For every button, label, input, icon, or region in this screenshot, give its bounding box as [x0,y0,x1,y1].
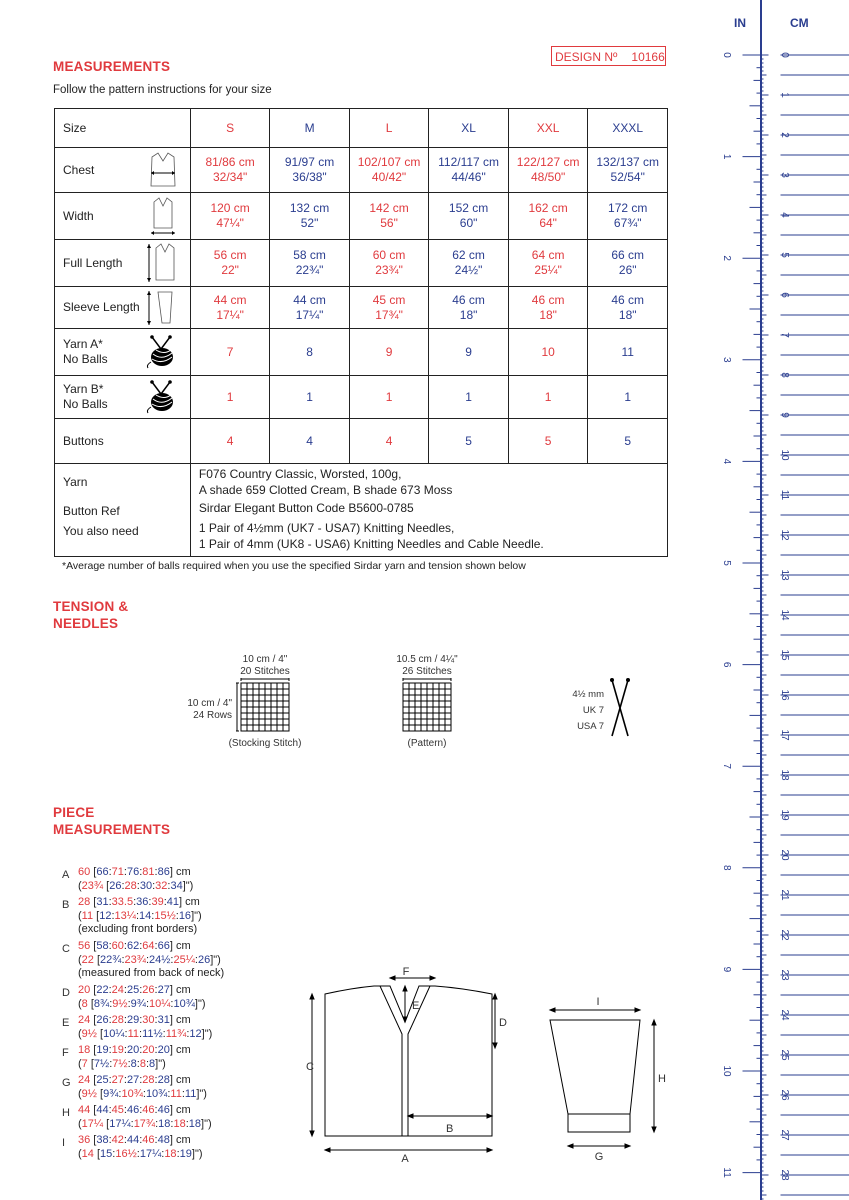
length-icon [146,242,178,284]
diagram-label-a: A [401,1153,409,1164]
ruler-cm-number: 15 [779,649,790,661]
size-xxl: XXL [508,109,588,148]
table-row-buttons [55,419,668,464]
cell: 4 [270,419,349,464]
cell: 152 cm 60" [429,193,509,240]
piece-letter: G [62,1077,71,1089]
cell: 46 cm 18" [588,287,668,329]
needle-size-labels: 4½ mm UK 7 USA 7 [572,689,604,732]
yarn-ball-icon [144,335,178,369]
ruler-inch-number: 0 [721,52,732,58]
yarn-line-2: A shade 659 Clotted Cream, B shade 673 Moss [198,483,453,497]
ruler-inch-number: 3 [721,357,732,363]
cell: 1 [508,376,588,419]
row-label-yarn-a [55,329,191,376]
ruler-cm-number: 25 [779,1049,790,1061]
diagram-label-c: C [306,1061,314,1073]
table-row-chest [55,148,668,193]
yarn-ball-icon [144,380,178,414]
measurements-title: MEASUREMENTS [53,59,171,74]
swatch1-caption: (Stocking Stitch) [228,738,302,749]
ruler [700,0,849,1200]
cell: 62 cm 24½" [429,240,509,287]
piece-letter: B [62,899,70,911]
ruler-cm-number: 5 [779,252,790,258]
table-info-row [55,464,668,557]
yarn-a-label: Yarn A* [63,337,103,351]
yarn-b-balls-label: No Balls [63,397,108,411]
cell: 46 cm 18" [429,287,509,329]
cell: 120 cm 47¼" [190,193,269,240]
cell: 142 cm 56" [349,193,429,240]
chest-icon [148,151,178,189]
cell: 58 cm 22¾" [270,240,349,287]
size-l: L [349,109,429,148]
ruler-cm-number: 19 [779,809,790,821]
cell: 56 cm 22" [190,240,269,287]
cell: 102/107 cm 40/42" [349,148,429,193]
need-line-2: 1 Pair of 4mm (UK8 - USA6) Knitting Needles and Cable Needle. [198,537,544,551]
ruler-cm-number: 2 [779,132,790,138]
cell: 4 [349,419,429,464]
ruler-cm-number: 22 [779,929,790,941]
piece-title-line-1: PIECE [53,805,95,820]
knitting-needles-icon [608,676,632,738]
cell: 44 cm 17¼" [270,287,349,329]
ruler-inch-number: 5 [721,560,732,566]
ruler-in-label: IN [734,16,746,30]
cell: 112/117 cm 44/46" [429,148,509,193]
diagram-label-g: G [594,1151,604,1163]
piece-measurement-text: 44 [44:45:46:46:46] cm (17¼ [17¼:17¾:18:18:18]") [78,1104,212,1130]
piece-letter: A [62,869,70,881]
cell: 132/137 cm 52/54" [588,148,668,193]
cardigan-diagram [302,964,522,1164]
sleeve-icon [146,289,178,327]
cell: 1 [349,376,429,419]
cell: 11 [588,329,668,376]
size-s: S [190,109,269,148]
cell: 9 [349,329,429,376]
row-label-sleeve-length [55,287,191,329]
piece-measurement-text: 56 [58:60:62:64:66] cm (22 [22¾:23¾:24½:25¼:26]") (measured from back of neck) [78,940,225,979]
yarn-note: *Average number of balls required when you use the specified Sirdar yarn and tension shown below [62,560,526,572]
cell: 9 [429,329,509,376]
tension-title [53,598,128,632]
table-row-width [55,193,668,240]
row-label-chest [55,148,191,193]
cell: 1 [588,376,668,419]
cell: 60 cm 23¾" [349,240,429,287]
cell: 66 cm 26" [588,240,668,287]
also-need-label: You also need [63,524,139,538]
cell: 1 [270,376,349,419]
cell: 46 cm 18" [508,287,588,329]
row-label-yarn-b [55,376,191,419]
diagram-label-d: D [499,1017,507,1029]
yarn-line-1: F076 Country Classic, Worsted, 100g, [198,467,402,481]
piece-measurement-text: 18 [19:19:20:20:20] cm (7 [7½:7½:8:8:8]") [78,1044,191,1070]
design-label: DESIGN Nº [555,50,618,64]
ruler-inch-number: 11 [721,1167,732,1178]
piece-measurement-text: 60 [66:71:76:81:86] cm (23¾ [26:28:30:32:34]") [78,866,194,892]
cell: 44 cm 17¼" [190,287,269,329]
swatch1-top-label: 10 cm / 4" 20 Stitches [240,654,290,677]
ruler-cm-number: 1 [779,92,790,98]
table-header-row [55,109,668,148]
ruler-inch-number: 4 [721,458,732,465]
cell: 8 [270,329,349,376]
ruler-inch-number: 6 [721,661,732,668]
ruler-cm-number: 18 [779,769,790,781]
buttons-label: Buttons [55,419,191,464]
button-ref-value: Sirdar Elegant Button Code B5600-0785 [198,501,414,515]
ruler-cm-number: 21 [779,889,790,901]
piece-letter: C [62,943,70,955]
ruler-cm-number: 8 [779,372,790,378]
piece-letter: I [62,1137,66,1149]
ruler-cm-number: 27 [779,1129,790,1141]
size-m: M [270,109,349,148]
cell: 5 [508,419,588,464]
ruler-cm-number: 4 [779,212,790,218]
size-xl: XL [429,109,509,148]
diagram-label-e: E [412,1000,420,1012]
diagram-label-f: F [402,966,410,978]
ruler-inch-number: 10 [721,1065,732,1077]
size-xxxl: XXXL [588,109,668,148]
cell: 5 [429,419,509,464]
full-length-label: Full Length [63,255,123,270]
diagram-label-h: H [658,1073,666,1085]
cell: 1 [429,376,509,419]
info-labels [55,464,191,557]
info-values [190,464,667,557]
yarn-a-balls-label: No Balls [63,352,108,366]
piece-measurement-text: 24 [26:28:29:30:31] cm (9½ [10¼:11:11½:11¾:12]") [78,1014,213,1040]
subtitle: Follow the pattern instructions for your size [53,84,272,96]
ruler-inch-number: 8 [721,865,732,871]
ruler-cm-number: 24 [779,1009,790,1021]
ruler-cm-number: 3 [779,172,790,178]
button-ref-label: Button Ref [63,504,120,518]
piece-letter: H [62,1107,70,1119]
cell: 1 [190,376,269,419]
cell: 10 [508,329,588,376]
size-label: Size [55,109,191,148]
swatch1-grid-icon [236,678,294,736]
ruler-cm-number: 7 [779,332,790,338]
design-number: 10166 [631,50,665,64]
cell: 132 cm 52" [270,193,349,240]
width-icon [148,196,178,236]
piece-measurement-text: 24 [25:27:27:28:28] cm (9½ [9¾:10¾:10¾:11:11]") [78,1074,207,1100]
ruler-cm-number: 16 [779,689,790,701]
swatch1-side-label: 10 cm / 4" 24 Rows [187,698,232,721]
cell: 4 [190,419,269,464]
cell: 45 cm 17¾" [349,287,429,329]
row-label-width [55,193,191,240]
piece-measurements-title [53,804,170,838]
cell: 64 cm 25¼" [508,240,588,287]
need-line-1: 1 Pair of 4½mm (UK7 - USA7) Knitting Needles, [198,521,455,535]
cell: 122/127 cm 48/50" [508,148,588,193]
swatch2-top-label: 10.5 cm / 4¼" 26 Stitches [396,654,458,677]
design-number-box [551,46,666,66]
chest-label: Chest [63,162,95,177]
ruler-cm-number: 11 [779,489,790,501]
sleeve-length-label: Sleeve Length [63,300,140,314]
ruler-cm-number: 13 [779,569,790,581]
piece-letter: F [62,1047,69,1059]
swatch2-grid-icon [398,678,456,736]
diagram-label-b: B [446,1123,454,1135]
cell: 5 [588,419,668,464]
piece-letter: D [62,987,70,999]
piece-measurement-text: 28 [31:33.5:36:39:41] cm (11 [12:13¼:14:15½:16]") (excluding front borders) [78,896,202,935]
ruler-cm-number: 9 [779,412,790,418]
piece-title-line-2: MEASUREMENTS [53,822,171,837]
ruler-inch-number: 2 [721,255,732,261]
ruler-cm-number: 12 [779,529,790,541]
ruler-inch-number: 1 [721,153,732,160]
ruler-cm-number: 17 [779,729,790,741]
cell: 172 cm 67¾" [588,193,668,240]
cell: 81/86 cm 32/34" [190,148,269,193]
ruler-cm-number: 20 [779,849,790,861]
measurements-table [54,108,668,557]
tension-title-line-2: NEEDLES [53,616,119,631]
ruler-cm-number: 10 [779,449,790,461]
cell: 91/97 cm 36/38" [270,148,349,193]
ruler-cm-number: 26 [779,1089,790,1101]
piece-measurement-text: 36 [38:42:44:46:48] cm (14 [15:16½:17¼:18:19]") [78,1134,203,1160]
cell: 7 [190,329,269,376]
width-label: Width [63,208,94,223]
ruler-cm-label: CM [790,16,809,30]
ruler-cm-number: 28 [779,1169,790,1181]
yarn-b-label: Yarn B* [63,382,104,396]
ruler-cm-number: 6 [779,292,790,298]
ruler-cm-number: 0 [779,52,790,58]
piece-measurement-text: 20 [22:24:25:26:27] cm (8 [8¾:9½:9¾:10¼:10¾]") [78,984,206,1010]
table-row-sleeve-length [55,287,668,329]
ruler-inch-number: 7 [721,763,732,769]
table-row-full-length [55,240,668,287]
ruler-inch-number: 9 [721,966,732,973]
table-row-yarn-a [55,329,668,376]
tension-title-line-1: TENSION & [53,599,129,614]
swatch2-caption: (Pattern) [407,738,447,749]
ruler-cm-number: 23 [779,969,790,981]
diagram-label-i: I [596,996,600,1008]
row-label-full-length [55,240,191,287]
piece-letter: E [62,1017,70,1029]
yarn-label: Yarn [63,475,88,489]
ruler-cm-number: 14 [779,609,790,621]
sleeve-diagram [540,990,670,1166]
cell: 162 cm 64" [508,193,588,240]
table-row-yarn-b [55,376,668,419]
